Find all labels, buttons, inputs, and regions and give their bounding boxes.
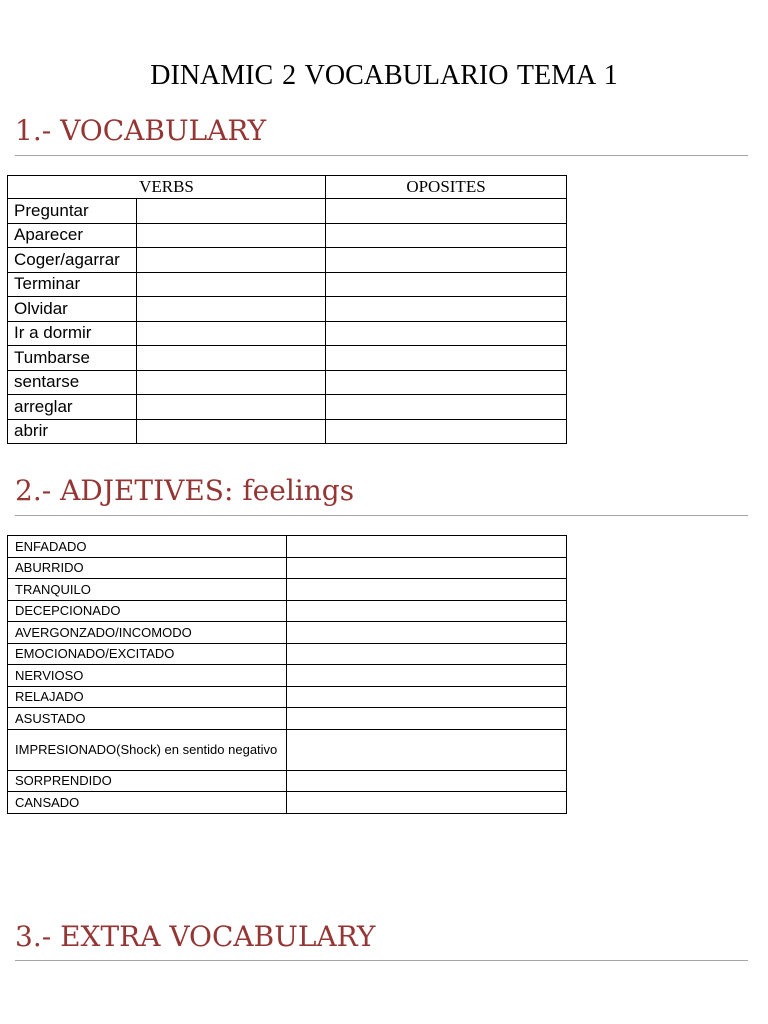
opposite-answer-cell[interactable]: [326, 248, 567, 273]
feeling-row: [8, 665, 567, 687]
verb-cell: [8, 223, 326, 248]
verb-row: [8, 297, 567, 322]
feeling-answer-cell[interactable]: [287, 600, 567, 622]
verb-row: [8, 223, 567, 248]
feeling-answer-cell[interactable]: [287, 536, 567, 558]
verb-cell: [8, 395, 326, 420]
opposite-answer-cell[interactable]: [326, 419, 567, 444]
opposite-answer-cell[interactable]: [326, 346, 567, 371]
feeling-row: [8, 536, 567, 558]
verb-cell: [8, 272, 326, 297]
verb-row: [8, 395, 567, 420]
vocabulary-heading: 1.- VOCABULARY: [15, 114, 267, 147]
feeling-row: [8, 622, 567, 644]
feeling-row: [8, 557, 567, 579]
verb-row: [8, 370, 567, 395]
feeling-answer-cell[interactable]: [287, 665, 567, 687]
verb-label: abrir: [8, 420, 137, 444]
feeling-label: RELAJADO: [8, 686, 287, 708]
adjectives-divider: [15, 515, 748, 516]
feeling-label: IMPRESIONADO(Shock) en sentido negativo: [8, 729, 287, 770]
feeling-answer-cell[interactable]: [287, 708, 567, 730]
verb-row: [8, 321, 567, 346]
feelings-table: [7, 535, 567, 814]
document-title: DINAMIC 2 VOCABULARIO TEMA 1: [150, 60, 618, 91]
verb-row: [8, 199, 567, 224]
verb-cell: [8, 419, 326, 444]
feeling-label: ASUSTADO: [8, 708, 287, 730]
opposite-answer-cell[interactable]: [326, 272, 567, 297]
opposite-answer-cell[interactable]: [326, 223, 567, 248]
feeling-label: ENFADADO: [8, 536, 287, 558]
feeling-row: [8, 643, 567, 665]
feeling-answer-cell[interactable]: [287, 579, 567, 601]
feeling-answer-cell[interactable]: [287, 557, 567, 579]
verb-cell: [8, 199, 326, 224]
feeling-label: NERVIOSO: [8, 665, 287, 687]
feeling-label: SORPRENDIDO: [8, 770, 287, 792]
verb-label: Ir a dormir: [8, 322, 137, 346]
verb-label: arreglar: [8, 395, 137, 419]
verb-label: Preguntar: [8, 199, 137, 223]
feeling-row: [8, 708, 567, 730]
verb-label: Coger/agarrar: [8, 248, 137, 272]
feeling-answer-cell[interactable]: [287, 686, 567, 708]
extra-vocabulary-heading: 3.- EXTRA VOCABULARY: [15, 920, 376, 953]
feeling-row: [8, 792, 567, 814]
feeling-answer-cell[interactable]: [287, 770, 567, 792]
feeling-label: TRANQUILO: [8, 579, 287, 601]
feeling-row: [8, 579, 567, 601]
feeling-row: [8, 729, 567, 770]
vocabulary-table: [7, 175, 567, 444]
verb-row: [8, 272, 567, 297]
feeling-row: [8, 770, 567, 792]
feeling-label: CANSADO: [8, 792, 287, 814]
opposite-answer-cell[interactable]: [326, 321, 567, 346]
verb-row: [8, 346, 567, 371]
feeling-row: [8, 686, 567, 708]
verb-label: Aparecer: [8, 224, 137, 248]
feeling-answer-cell[interactable]: [287, 643, 567, 665]
verb-label: Terminar: [8, 273, 137, 297]
feeling-label: DECEPCIONADO: [8, 600, 287, 622]
feeling-row: [8, 600, 567, 622]
vocabulary-divider: [15, 155, 748, 156]
verb-cell: [8, 297, 326, 322]
feeling-label: EMOCIONADO/EXCITADO: [8, 643, 287, 665]
feeling-label: ABURRIDO: [8, 557, 287, 579]
verb-cell: [8, 248, 326, 273]
feeling-answer-cell[interactable]: [287, 622, 567, 644]
vocabulary-header-row: [8, 176, 567, 199]
feeling-label: AVERGONZADO/INCOMODO: [8, 622, 287, 644]
opposite-answer-cell[interactable]: [326, 395, 567, 420]
verb-cell: [8, 321, 326, 346]
feeling-answer-cell[interactable]: [287, 792, 567, 814]
opposite-answer-cell[interactable]: [326, 297, 567, 322]
verb-row: [8, 419, 567, 444]
feeling-answer-cell[interactable]: [287, 729, 567, 770]
verb-cell: [8, 370, 326, 395]
verb-label: Tumbarse: [8, 346, 137, 370]
opposite-answer-cell[interactable]: [326, 370, 567, 395]
verb-label: Olvidar: [8, 297, 137, 321]
opposite-answer-cell[interactable]: [326, 199, 567, 224]
adjectives-heading: 2.- ADJETIVES: feelings: [15, 474, 355, 507]
verb-label: sentarse: [8, 371, 137, 395]
verbs-column-header: VERBS: [8, 176, 326, 199]
opposites-column-header: OPOSITES: [326, 176, 567, 199]
verb-cell: [8, 346, 326, 371]
verb-row: [8, 248, 567, 273]
extra-vocabulary-divider: [15, 960, 748, 961]
